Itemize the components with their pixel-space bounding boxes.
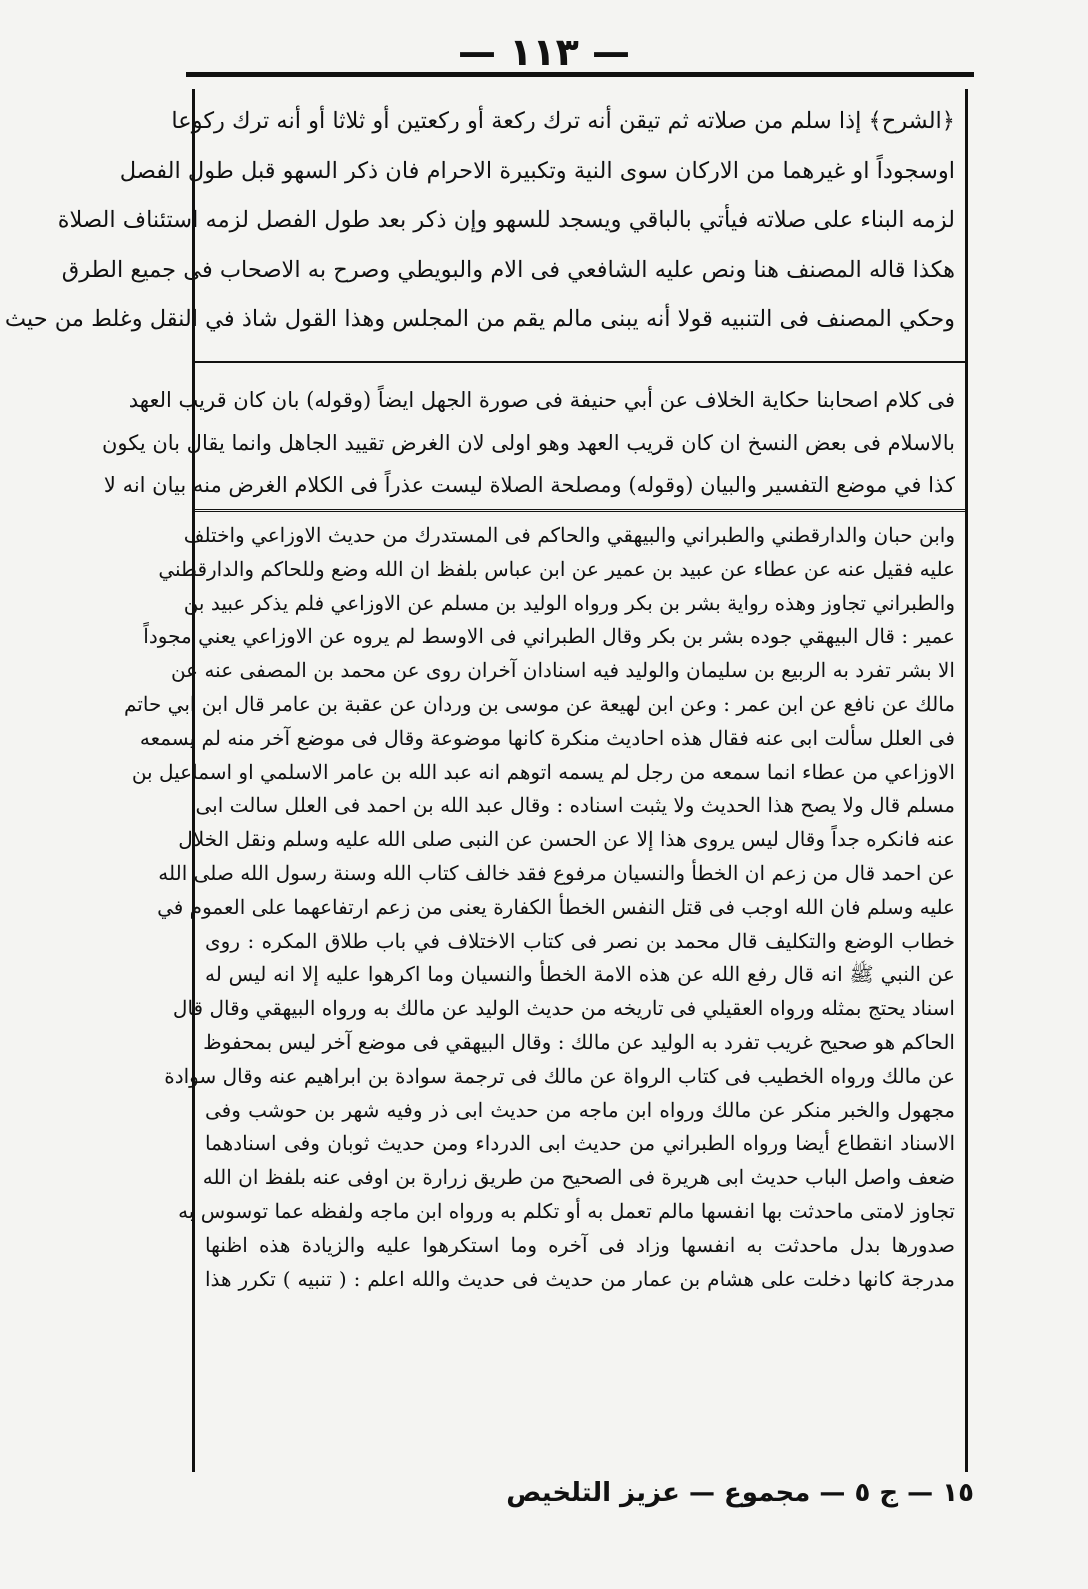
section-sharh bbox=[4, 97, 955, 345]
page-number: — ١١٣ — bbox=[457, 30, 631, 74]
text-line: فى كلام اصحابنا حكاية الخلاف عن أبي حنيفة فى صورة الجهل ايضاً (وقوله) بان كان قريب العهد bbox=[128, 388, 955, 412]
text-line: عن احمد قال من زعم ان الخطأ والنسيان مرفوع فقد خالف كتاب الله وسنة رسول الله صلى الله bbox=[158, 860, 955, 885]
text-line: مالك عن نافع عن ابن عمر : وعن ابن لهيعة عن موسى بن وردان عن عقبة بن عامر قال ابن ابي حاتم bbox=[123, 691, 955, 716]
text-line: وابن حبان والدارقطني والطبراني والبيهقي والحاكم فى المستدرك من حديث الاوزاعي واختلف bbox=[183, 523, 955, 547]
text-line: تجاوز لامتى ماحدثت بها انفسها مالم تعمل به أو تكلم به ورواه ابن ماجه ولفظه عما توسوس به bbox=[178, 1198, 955, 1223]
text-line: والطبراني تجاوز وهذه رواية بشر بن بكر ورواه الوليد بن مسلم عن الاوزاعي فلم يذكر عبيد بن bbox=[183, 590, 955, 615]
text-line: وحكي المصنف فى التنبيه قولا أنه يبنى مالم يقم من المجلس وهذا القول شاذ في النقل وغلط من حيث bbox=[4, 306, 955, 332]
text-line: عليه وسلم فان الله اوجب فى قتل النفس الخطأ الكفارة يعنى من زعم ارتفاعهما على العموم في bbox=[157, 894, 955, 919]
section-middle bbox=[101, 379, 955, 507]
text-line: ﴿الشرح﴾ إذا سلم من صلاته ثم تيقن أنه ترك ركعة أو ركعتين أو ثلاثا أو أنه ترك ركوعا bbox=[171, 108, 955, 134]
section-hadith-notes bbox=[123, 519, 955, 1296]
text-line: مدرجة كانها دخلت على هشام بن عمار من حديث فى حديث والله اعلم : ( تنبيه ) تكرر هذا bbox=[205, 1266, 955, 1291]
page-footer-signature: ١٥ — ج ٥ — مجموع — عزيز التلخيص bbox=[506, 1478, 974, 1508]
text-line: فى العلل سألت ابى عنه فقال هذه احاديث منكرة كانها موضوعة وقال فى موضع آخر منه لم يسمعه bbox=[139, 725, 955, 750]
text-line: الاوزاعي من عطاء انما سمعه من رجل لم يسمه اتوهم انه عبد الله بن عامر الاسلمي او اسماعيل بن bbox=[131, 759, 955, 784]
text-line: هكذا قاله المصنف هنا ونص عليه الشافعي فى الام والبويطي وصرح به الاصحاب فى جميع الطرق bbox=[61, 256, 955, 283]
text-line: صدورها بدل ماحدثت به انفسها وزاد فى آخره وما استكرهوا عليه والزيادة هذه اظنها bbox=[205, 1232, 955, 1257]
text-line: خطاب الوضع والتكليف قال محمد بن نصر فى كتاب الاختلاف في باب طلاق المكره : روى bbox=[205, 928, 955, 953]
text-line: كذا في موضع التفسير والبيان (وقوله) ومصلحة الصلاة ليست عذراً فى الكلام الغرض منه بيان انه لا bbox=[103, 473, 955, 497]
text-line: عليه فقيل عنه عن عطاء عن عبيد بن عمير عن ابن عباس بلفظ ان الله وضع وللحاكم والدارقطني bbox=[158, 556, 955, 581]
text-line: الاسناد انقطاع أيضا ورواه الطبراني من حديث ابى الدرداء ومن حديث ثوبان وفى اسنادهما bbox=[205, 1131, 955, 1156]
text-line: الحاكم هو صحيح غريب تفرد به الوليد عن مالك : وقال البيهقي فى موضع آخر ليس بمحفوظ bbox=[203, 1029, 955, 1054]
text-line: اوسجوداً او غيرهما من الاركان سوى النية وتكبيرة الاحرام فان ذكر السهو قبل طول الفصل bbox=[119, 157, 955, 184]
text-line: مسلم قال ولا يصح هذا الحديث ولا يثبت اسناده : وقال عبد الله بن احمد فى العلل سالت ابى bbox=[195, 793, 955, 818]
page-frame bbox=[4, 72, 974, 1472]
text-line: عن مالك ورواه الخطيب فى كتاب الرواة عن مالك فى ترجمة سوادة بن ابراهيم عنه وقال سوادة bbox=[164, 1063, 955, 1088]
section-divider bbox=[195, 361, 965, 363]
page-frame-inner bbox=[4, 89, 968, 1472]
text-line: لزمه البناء على صلاته فيأتي بالباقي ويسجد للسهو وإن ذكر بعد طول الفصل لزمه استئناف الصلاة bbox=[57, 207, 955, 233]
section-divider-double bbox=[195, 509, 965, 515]
text-line: الا بشر تفرد به الربيع بن سليمان والوليد فيه اسنادان آخران روى عن محمد بن المصفى عنه عن bbox=[170, 658, 955, 683]
text-line: مجهول والخبر منكر عن مالك ورواه ابن ماجه من حديث ابى ذر وفيه شهر بن حوشب وفى bbox=[205, 1097, 955, 1122]
text-line: بالاسلام فى بعض النسخ ان كان قريب العهد وهو اولى لان الغرض تقييد الجاهل وانما يقال بان يكون bbox=[101, 430, 955, 455]
text-line: عن النبي ﷺ انه قال رفع الله عن هذه الامة الخطأ والنسيان وما اكرهوا عليه إلا انه ليس له bbox=[205, 962, 955, 987]
text-line: عنه فانكره جداً وقال ليس يروى هذا إلا عن الحسن عن النبى صلى الله عليه وسلم ونقل الخلال bbox=[178, 827, 955, 852]
text-line: ضعف واصل الباب حديث ابى هريرة فى الصحيح من طريق زرارة بن اوفى عنه بلفظ ان الله bbox=[202, 1165, 955, 1190]
text-line: عمير : قال البيهقي جوده بشر بن بكر وقال الطبراني فى الاوسط لم يروه عن الاوزاعي يعني مجوداً bbox=[143, 624, 955, 649]
text-line: اسناد يحتج بمثله ورواه العقيلي فى تاريخه من حديث الوليد عن مالك به ورواه البيهقي وقال قال bbox=[172, 996, 955, 1021]
